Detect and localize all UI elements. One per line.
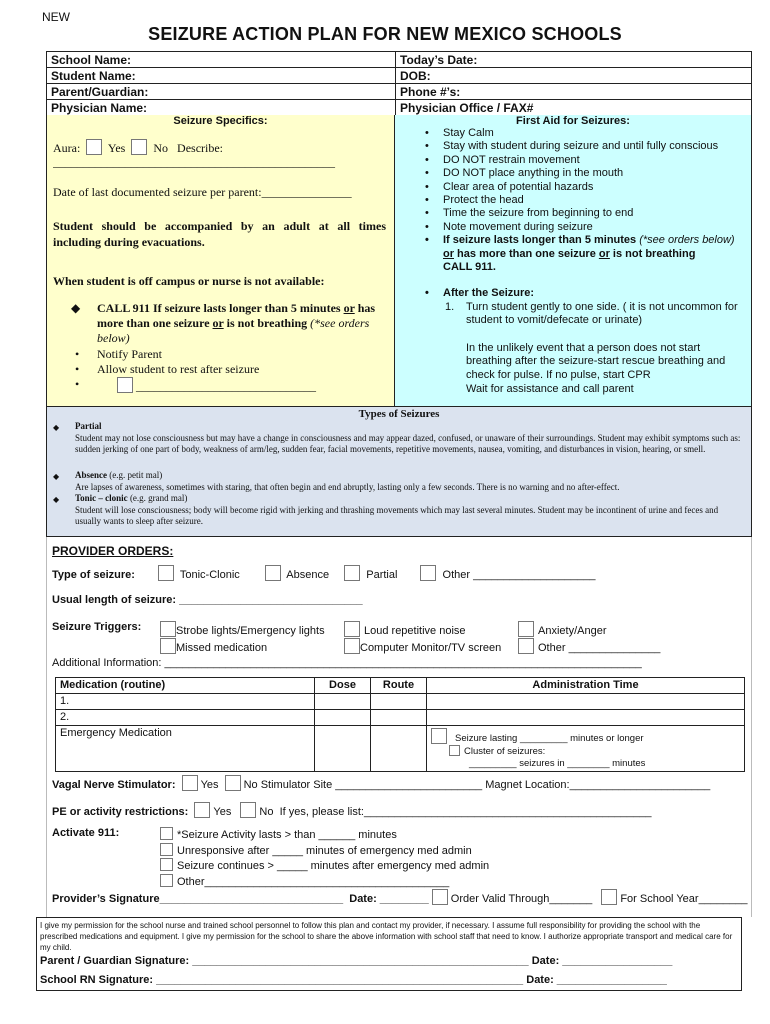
five-min-text-c: is not breathing [609,247,696,260]
dose-cell[interactable] [315,710,371,726]
types-of-seizures-section [46,407,752,537]
parent-signature-field[interactable]: Parent / Guardian Signature: _______________________________________________________ [40,955,529,967]
rescue-breathing-text: In the unlikely event that a person does not start breathing after the seizure-start rescue breathing and check for pulse. If no pulse, start CPR [466,342,726,381]
provider-signature-row [52,889,748,905]
partial-checkbox[interactable] [344,565,360,581]
other-trigger-field[interactable]: Other _______________ [538,642,661,654]
pe-no-label: No [259,806,274,818]
parent-date-field[interactable]: Date: __________________ [531,955,673,967]
vns-yes-checkbox[interactable] [182,775,198,791]
absence-text: Are lapses of awareness, sometimes with staring, that often begin and end abruptly, lasting only a few seconds. There is no warning and no after-effect. [75,481,620,492]
notify-parent-item [75,347,386,362]
trigger-col-2 [344,621,501,655]
list-item: • Note movement during seizure [425,221,747,234]
seizure-lasting-field[interactable]: Seizure lasting _________ minutes or longer [455,733,644,744]
missed-med-checkbox[interactable] [160,638,176,654]
accompany-text: Student should be accompanied by an adult at all times including during evacuations. [53,219,386,249]
tonic-clonic-label: Tonic-Clonic [179,569,240,581]
other-type-checkbox[interactable] [420,565,436,581]
vns-row [52,775,710,791]
after-seizure-list [425,287,747,300]
after-step-1-number: 1. [445,301,455,313]
absence-type [75,470,743,493]
five-min-or-1: or [443,247,454,260]
route-cell[interactable] [371,710,427,726]
triggers-label [52,621,141,633]
consent-text: I give my permission for the school nurse and trained school personnel to follow this plan and contact my provider, if necessary. I assume full responsibility for providing the school with the prescribed medications and equipment. I give my permission for the school to share the above information with school staff that need to know. I authorize appropriate transport and medical care for my child. [40,921,733,952]
activate-option-checkbox[interactable] [160,843,173,856]
five-min-text-a: If seizure lasts longer than 5 minutes [443,234,640,247]
other-trigger-checkbox[interactable] [518,638,534,654]
school-name-field[interactable]: School Name: [47,52,396,68]
medication-table [55,677,745,772]
todays-date-field[interactable]: Today’s Date: [396,52,752,68]
route-cell[interactable] [371,694,427,710]
vns-label: Vagal Nerve Stimulator: [52,779,176,791]
last-seizure-date[interactable]: Date of last documented seizure per parent:_______________ [53,185,352,199]
absence-checkbox[interactable] [265,565,281,581]
partial-title: Partial [75,421,102,431]
aura-no-checkbox[interactable] [131,139,147,155]
provider-date-field[interactable]: Date: ________ [349,893,429,905]
vns-no-checkbox[interactable] [225,775,241,791]
provider-orders-heading: PROVIDER ORDERS: [52,544,174,558]
absence-eg: (e.g. petit mal) [107,470,163,480]
first-aid-heading: First Aid for Seizures: [516,115,630,127]
trigger-col-3 [518,621,660,655]
absence-label: Absence [286,569,330,581]
after-seizure-heading: • After the Seizure: [425,287,747,300]
first-aid-list [425,127,747,274]
dob-field[interactable]: DOB: [396,68,752,84]
call-text-1: CALL 911 If seizure lasts longer than 5 minutes [97,301,344,315]
list-item: • Clear area of potential hazards [425,181,747,194]
diamond-bullet-icon: ◆ [53,495,60,504]
types-heading: Types of Seizures [358,408,440,420]
call-text-3: is not breathing [223,316,311,330]
parent-guardian-field[interactable]: Parent/Guardian: [47,84,396,100]
five-min-note: (*see orders below) [639,234,735,247]
missed-med-label: Missed medication [176,642,268,654]
describe-label: Describe: [177,141,224,155]
phone-field[interactable]: Phone #’s: [396,84,752,100]
physician-office-field[interactable]: Physician Office / FAX# [396,100,752,116]
pe-list-field[interactable]: If yes, please list:_______________________________________________ [279,806,652,818]
rest-text: Allow student to rest after seizure [97,362,260,376]
describe-line[interactable]: _______________________________________________ [53,155,335,169]
other-instruction-line[interactable]: ______________________________ [136,379,316,393]
five-min-or-2: or [598,247,610,260]
aura-label: Aura: [53,141,81,155]
tonic-clonic-checkbox[interactable] [158,565,174,581]
activate-option-4[interactable]: Other________________________________________ [177,875,450,888]
admin-time-cell[interactable] [427,694,745,710]
seizure-specifics-heading: Seizure Specifics: [173,115,268,127]
call-911-item [71,301,386,346]
admin-time-header: Administration Time [427,678,745,694]
route-header: Route [371,678,427,694]
call-or-2: or [212,316,224,330]
dose-cell[interactable] [315,726,371,772]
list-item: • Stay with student during seizure and until fully conscious [425,140,747,153]
partial-text: Student may not lose consciousness but may have a change in consciousness and may appear dazed, confused, or unaware of their surroundings. Student may exhibit symptoms such as: sudden jerking of one part of body, weakness of arm/leg, sudden fear, facial movements, repetitive movements, nausea, vomiting, and disturbances in vision, hearing, or smell. [75,432,741,454]
list-item: • Protect the head [425,194,747,207]
cluster-checkbox[interactable] [449,745,460,756]
list-item: • Stay Calm [425,127,747,140]
parent-signature-row [40,956,672,967]
seizures-in-field[interactable]: _________ seizures in ________ minutes [469,758,646,769]
medication-cell[interactable]: 1. [56,694,315,710]
after-step-1-text: Turn student gently to one side. ( it is not uncommon for student to vomit/defecate or urinate) [466,301,738,327]
activate-911-options [160,827,489,889]
bullet-icon: • [75,347,80,361]
strobe-checkbox[interactable] [160,621,176,637]
order-valid-checkbox[interactable] [432,889,448,905]
dose-cell[interactable] [315,694,371,710]
vns-no-label: No [243,779,258,791]
activate-option-1[interactable]: *Seizure Activity lasts > than ______ minutes [177,829,397,841]
aura-yes-label: Yes [107,141,126,155]
partial-label: Partial [366,569,398,581]
tonic-clonic-type [75,493,743,528]
type-of-seizure-row [52,565,595,581]
bullet-icon: • [75,377,80,391]
monitor-checkbox[interactable] [344,638,360,654]
after-step-1 [445,301,745,328]
school-year-checkbox[interactable] [601,889,617,905]
table-row [56,726,745,772]
activate-911-label: Activate 911: [52,827,120,839]
rest-item [75,362,386,377]
additional-info-field[interactable]: Additional Information: ______________________________________________________________________________ [52,657,642,669]
list-item: • DO NOT restrain movement [425,154,747,167]
partial-type [75,421,743,456]
medication-header: Medication (routine) [56,678,315,694]
school-year-field[interactable]: For School Year________ [620,893,748,905]
other-instruction-checkbox[interactable] [117,377,133,393]
table-row [56,694,745,710]
tonic-text: Student will lose consciousness; body will become rigid with jerking and thrashing movements which may last several minutes. Student may be incontinent of urine and feces and usually wants to sleep after seizure. [75,504,719,526]
strobe-label: Strobe lights/Emergency lights [176,625,325,637]
list-item: • Time the seizure from beginning to end [425,207,747,220]
student-name-field[interactable]: Student Name: [47,68,396,84]
monitor-label: Computer Monitor/TV screen [360,642,502,654]
seizure-lasting-checkbox[interactable] [431,728,447,744]
call-note: (*see orders below) [97,316,370,345]
bullet-icon: • [75,362,80,376]
diamond-bullet-icon: ◆ [53,472,60,481]
call-or-1: or [343,301,355,315]
aura-row [53,139,386,156]
noise-label: Loud repetitive noise [364,625,466,637]
activate-option-3[interactable]: Seizure continues > _____ minutes after emergency med admin [177,860,490,872]
pe-yes-checkbox[interactable] [194,802,210,818]
notify-parent-text: Notify Parent [97,347,162,361]
anxiety-checkbox[interactable] [518,621,534,637]
bullet-icon: ◆ [71,301,81,315]
diamond-bullet-icon: ◆ [53,423,60,432]
pe-row [52,802,652,818]
physician-name-field[interactable]: Physician Name: [47,100,396,116]
activate-option-checkbox[interactable] [160,874,173,887]
rn-date-field[interactable]: Date: __________________ [526,974,667,986]
tonic-title: Tonic – clonic [75,493,128,503]
five-min-text-b: has more than one seizure [454,247,599,260]
table-row [56,710,745,726]
dose-header: Dose [315,678,371,694]
pe-no-checkbox[interactable] [240,802,256,818]
off-campus-text: When student is off campus or nurse is not available: [53,274,325,288]
aura-yes-checkbox[interactable] [86,139,102,155]
wait-text: Wait for assistance and call parent [466,383,634,395]
list-item: • DO NOT place anything in the mouth [425,167,747,180]
vns-yes-label: Yes [200,779,219,791]
triggers-label-text: Seizure Triggers: [52,621,142,633]
activate-option-checkbox[interactable] [160,858,173,871]
rn-signature-field[interactable]: School RN Signature: ____________________________________________________________ [40,974,524,986]
first-aid-panel [395,115,752,407]
other-type-field[interactable]: Other ____________________ [442,569,596,581]
type-label: Type of seizure: [52,569,135,581]
emergency-admin-cell [427,726,745,772]
call-911-text: CALL 911. [443,261,496,274]
order-valid-field[interactable]: Order Valid Through_______ [450,893,593,905]
aura-no-label: No [153,141,169,155]
cluster-label: Cluster of seizures: [464,746,546,757]
activate-option-checkbox[interactable] [160,827,173,840]
trigger-col-1 [160,621,325,655]
usual-length-field[interactable]: Usual length of seizure: ______________________________ [52,594,363,606]
emergency-medication-cell[interactable]: Emergency Medication [56,726,315,772]
consent-section [36,917,742,991]
admin-time-cell[interactable] [427,710,745,726]
call-text-2: has more than one seizure [97,301,376,330]
pe-yes-label: Yes [213,806,232,818]
tonic-eg: (e.g. grand mal) [127,493,188,503]
rn-signature-row [40,975,667,986]
anxiety-label: Anxiety/Anger [538,625,607,637]
absence-title: Absence [75,470,107,480]
provider-signature-field[interactable]: Provider’s Signature______________________________ [52,893,344,905]
route-cell[interactable] [371,726,427,772]
noise-checkbox[interactable] [344,621,360,637]
activate-option-2[interactable]: Unresponsive after _____ minutes of emergency med admin [177,844,472,857]
page-title: SEIZURE ACTION PLAN FOR NEW MEXICO SCHOOLS [148,24,622,44]
pe-label: PE or activity restrictions: [52,806,189,818]
other-instruction-item [75,377,386,394]
magnet-location-field[interactable]: Magnet Location:_______________________ [485,779,711,791]
stimulator-site-field[interactable]: Stimulator Site ________________________ [260,779,483,791]
new-label: NEW [42,10,70,24]
five-minute-item [425,234,747,274]
info-table [46,51,752,116]
medication-cell[interactable]: 2. [56,710,315,726]
seizure-specifics-panel [46,115,395,407]
